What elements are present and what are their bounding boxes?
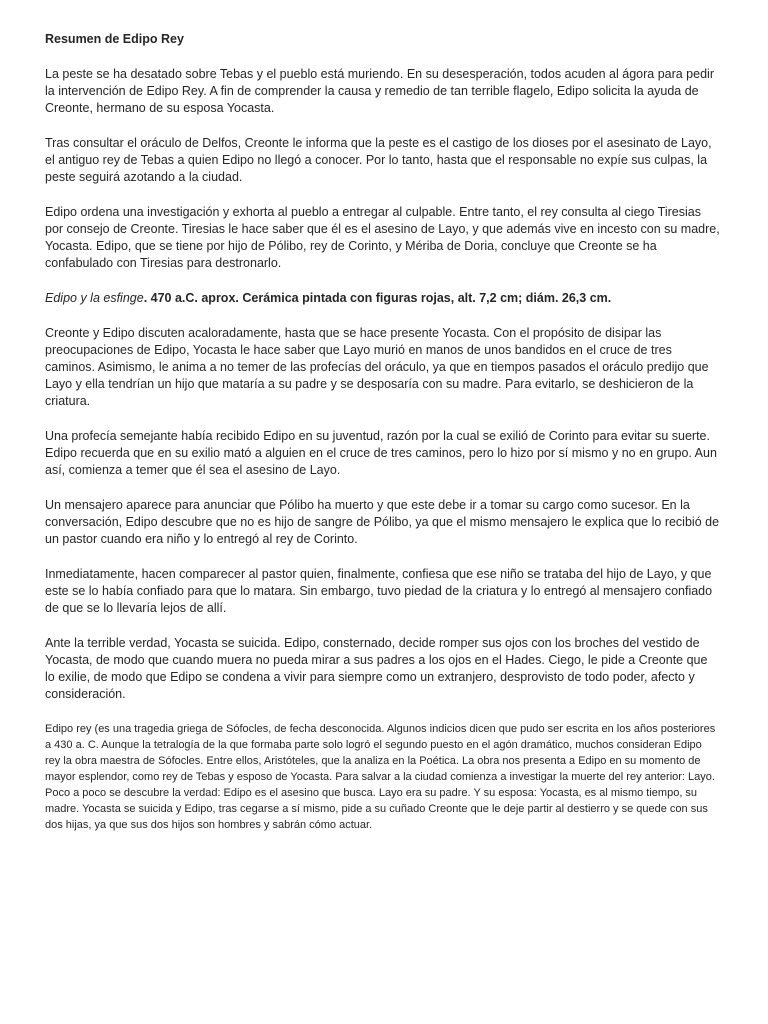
document-title: Resumen de Edipo Rey [45,32,184,46]
paragraph-7: Inmediatamente, hacen comparecer al pastor quien, finalmente, confiesa que ese niño se trataba del hijo de Layo, y que este se lo había confiado para que lo matara. Sin embargo, tuvo piedad de la criatura y lo entregó al mensajero confiado de que se lo llevaría lejos de allí. [45,567,713,615]
paragraph-2: Tras consultar el oráculo de Delfos, Creonte le informa que la peste es el castigo de los dioses por el asesinato de Layo, el antiguo rey de Tebas a quien Edipo no llegó a conocer. Por lo tanto, hasta que el responsable no expíe sus culpas, la peste seguirá azotando a la ciudad. [45,136,712,184]
paragraph-3: Edipo ordena una investigación y exhorta al pueblo a entregar al culpable. Entre tanto, el rey consulta al ciego Tiresias por consejo de Creonte. Tiresias le hace saber que él es el asesino de Layo, y que además vive en incesto con su madre, Yocasta. Edipo, que se tiene por hijo de Pólibo, rey de Corinto, y Mériba de Doria, concluye que Creonte se ha confabulado con Tiresias para destronarlo. [45,205,720,270]
closing-paragraph: Edipo rey (es una tragedia griega de Sófocles, de fecha desconocida. Algunos indicios dicen que pudo ser escrita en los años posteriores a 430 a. C. Aunque la tetralogía de la que formaba parte solo logró el segundo puesto en el agón dramático, muchos consideran Edipo rey la obra maestra de Sófocles. Entre ellos, Aristóteles, que la analiza en la Poética. La obra nos presenta a Edipo en su momento de mayor esplendor, como rey de Tebas y esposo de Yocasta. Para salvar a la ciudad comienza a investigar la muerte del rey anterior: Layo. Poco a poco se descubre la verdad: Edipo es el asesino que busca. Layo era su padre. Y su esposa: Yocasta, es al mismo tiempo, su madre. Yocasta se suicida y Edipo, tras cegarse a sí mismo, pide a su cuñado Creonte que le deje partir al destierro y se quede con sus dos hijas, ya que sus dos hijos son hombres y sabrán cómo actuar. [45,723,716,831]
paragraph-5: Una profecía semejante había recibido Edipo en su juventud, razón por la cual se exilió de Corinto para evitar su suerte. Edipo recuerda que en su exilio mató a alguien en el cruce de tres caminos, pero lo hizo por sí mismo y no en grupo. Aun así, comienza a temer que él sea el asesino de Layo. [45,429,717,477]
paragraph-6: Un mensajero aparece para anunciar que Pólibo ha muerto y que este debe ir a tomar su cargo como sucesor. En la conversación, Edipo descubre que no es hijo de sangre de Pólibo, ya que el mismo mensajero le explica que lo recibió de un pastor cuando era niño y lo entregó al rey de Corinto. [45,498,720,546]
caption-details: . 470 a.C. aprox. Cerámica pintada con figuras rojas, alt. 7,2 cm; diám. 26,3 cm. [143,291,612,305]
paragraph-1: La peste se ha desatado sobre Tebas y el pueblo está muriendo. En su desesperación, todos acuden al ágora para pedir la intervención de Edipo Rey. A fin de comprender la causa y remedio de tan terrible flagelo, Edipo solicita la ayuda de Creonte, hermano de su esposa Yocasta. [45,67,714,115]
paragraph-8: Ante la terrible verdad, Yocasta se suicida. Edipo, consternado, decide romper sus ojos con los broches del vestido de Yocasta, de modo que cuando muera no pueda mirar a sus padres a los ojos en el Hades. Ciego, le pide a Creonte que lo exilie, de modo que Edipo se condena a vivir para siempre como un extranjero, desprovisto de todo poder, afecto y consideración. [45,636,708,701]
document-page [45,30,720,833]
caption-title: Edipo y la esfinge [45,291,144,305]
paragraph-4: Creonte y Edipo discuten acaloradamente, hasta que se hace presente Yocasta. Con el propósito de disipar las preocupaciones de Edipo, Yocasta le hace saber que Layo murió en manos de unos bandidos en el cruce de tres caminos. Asimismo, le anima a no temer de las profecías del oráculo, ya que en tiempos pasados el oráculo predijo que Layo y ella tendrían un hijo que mataría a su padre y se desposaría con su madre. Para evitarlo, se deshicieron de la criatura. [45,326,709,408]
image-caption [45,290,720,307]
